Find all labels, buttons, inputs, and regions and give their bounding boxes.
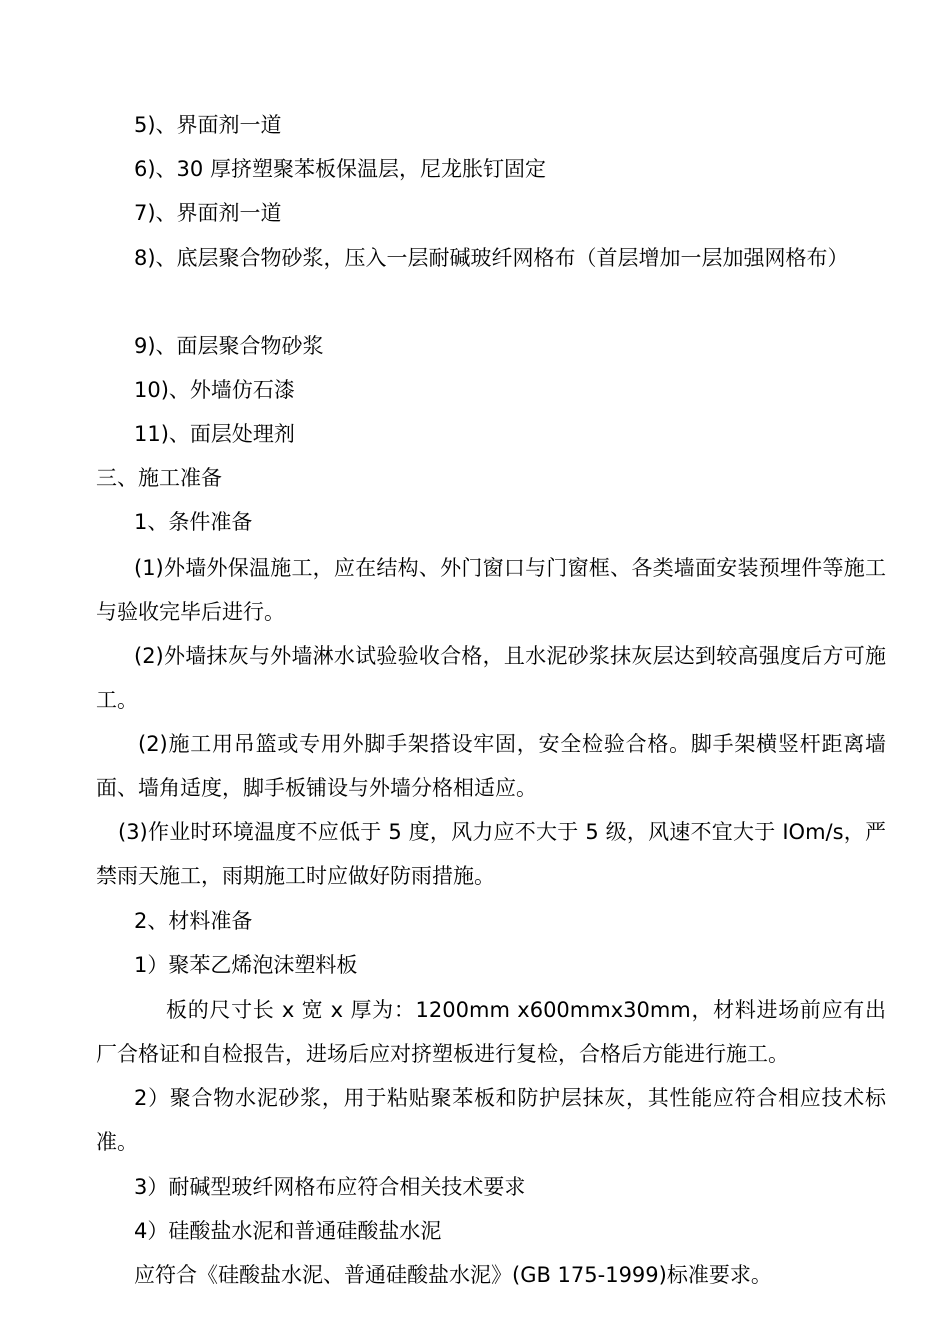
subsection-heading-conditions: 1、条件准备 bbox=[134, 510, 253, 534]
material-item-4: 4）硅酸盐水泥和普通硅酸盐水泥 bbox=[134, 1219, 442, 1243]
condition-paragraph-1: (1)外墙外保温施工，应在结构、外门窗口与门窗框、各类墙面安装预埋件等施工与验收完毕后进行。 bbox=[96, 556, 886, 624]
condition-paragraph-2: (2)外墙抹灰与外墙淋水试验验收合格，且水泥砂浆抹灰层达到较高强度后方可施工。 bbox=[96, 644, 886, 712]
list-item-11: 11)、面层处理剂 bbox=[134, 422, 295, 446]
condition-paragraph-4: (3)作业时环境温度不应低于 5 度，风力应不大于 5 级，风速不宜大于 IOm/s，严禁雨天施工，雨期施工时应做好防雨措施。 bbox=[96, 820, 886, 888]
list-item-8: 8)、底层聚合物砂浆，压入一层耐碱玻纤网格布（首层增加一层加强网格布） bbox=[134, 246, 849, 270]
material-item-2: 2）聚合物水泥砂浆，用于粘贴聚苯板和防护层抹灰，其性能应符合相应技术标准。 bbox=[96, 1086, 886, 1154]
condition-paragraph-3: (2)施工用吊篮或专用外脚手架搭设牢固，安全检验合格。脚手架横竖杆距离墙面、墙角适度，脚手板铺设与外墙分格相适应。 bbox=[96, 732, 886, 800]
list-item-5: 5)、界面剂一道 bbox=[134, 113, 282, 137]
material-item-1: 1）聚苯乙烯泡沫塑料板 bbox=[134, 953, 358, 977]
section-heading: 三、施工准备 bbox=[96, 466, 222, 490]
list-item-9: 9)、面层聚合物砂浆 bbox=[134, 334, 324, 358]
material-standard-note: 应符合《硅酸盐水泥、普通硅酸盐水泥》(GB 175-1999)标准要求。 bbox=[134, 1263, 772, 1287]
material-paragraph-board: 板的尺寸长 x 宽 x 厚为：1200mm x600mmx30mm，材料进场前应有出厂合格证和自检报告，进场后应对挤塑板进行复检，合格后方能进行施工。 bbox=[96, 998, 886, 1066]
subsection-heading-materials: 2、材料准备 bbox=[134, 909, 253, 933]
list-item-10: 10)、外墙仿石漆 bbox=[134, 378, 295, 402]
material-item-3: 3）耐碱型玻纤网格布应符合相关技术要求 bbox=[134, 1175, 526, 1199]
list-item-6: 6)、30 厚挤塑聚苯板保温层，尼龙胀钉固定 bbox=[134, 157, 546, 181]
list-item-7: 7)、界面剂一道 bbox=[134, 201, 282, 225]
